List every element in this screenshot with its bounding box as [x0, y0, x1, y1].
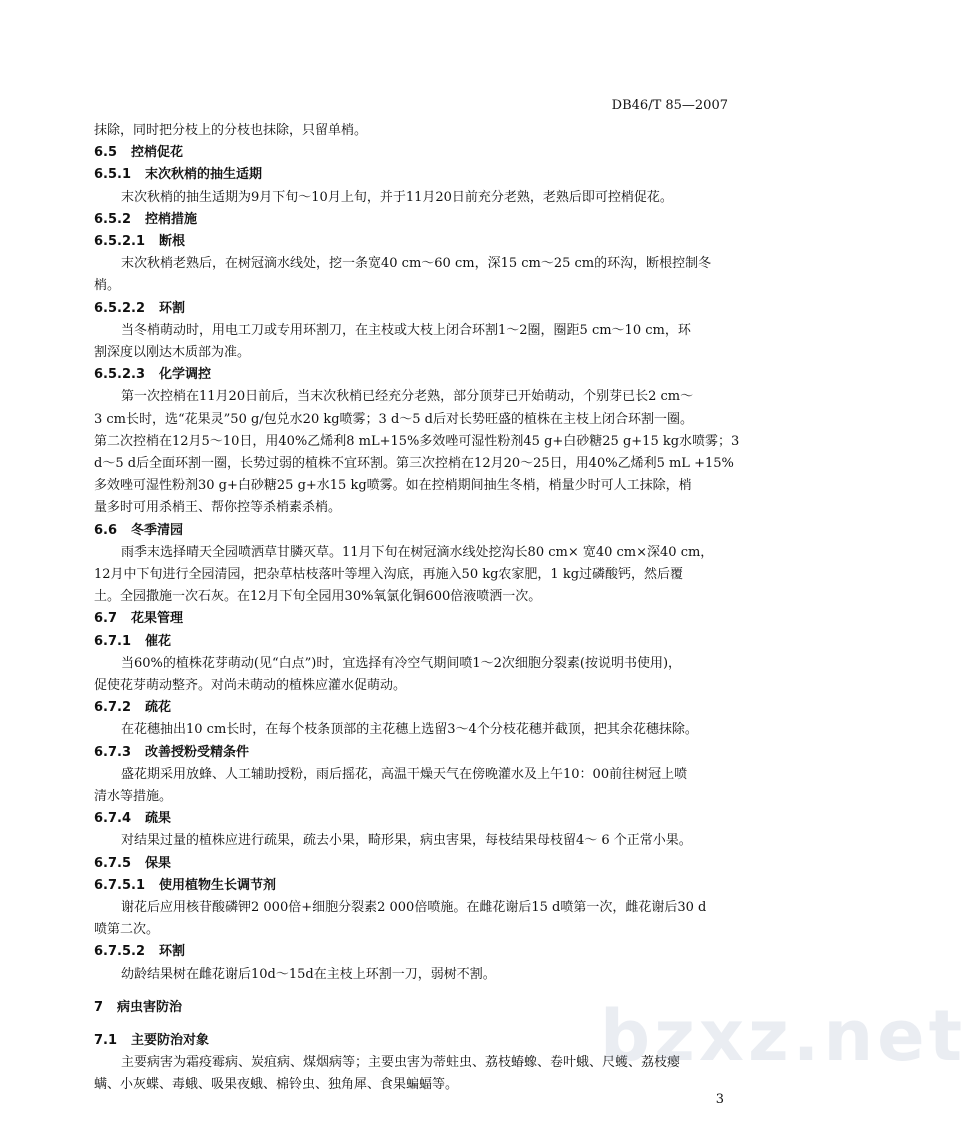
section-heading: [94, 519, 183, 538]
section-heading: [94, 1029, 209, 1048]
section-title: 疏果: [145, 811, 172, 827]
paragraph-line: 当冬梢萌动时，用电工刀或专用环割刀，在主枝或大枝上闭合环割1～2圈，圈距5 cm～10 cm，环: [121, 322, 691, 338]
paragraph-line: 12月中下旬进行全园清园，把杂草枯枝落叶等埋入沟底，再施入50 kg农家肥，1 kg过磷酸钙，然后覆: [94, 567, 684, 582]
paragraph-line: 多效唑可湿性粉剂30 g+白砂糖25 g+水15 kg喷雾。如在控梢期间抽生冬梢，梢量少时可人工抹除，梢: [94, 478, 692, 494]
paragraph-line: 喷第二次。: [94, 922, 160, 938]
section-number: 6.5: [94, 145, 118, 161]
section-title: 环割: [159, 944, 186, 960]
section-title: 疏花: [145, 700, 172, 716]
section-heading: [94, 996, 182, 1015]
section-title: 断根: [159, 234, 186, 249]
section-title: 使用植物生长调节剂: [159, 877, 277, 893]
section-heading: [94, 363, 211, 382]
section-heading: [94, 607, 183, 626]
section-title: 病虫害防治: [117, 999, 183, 1015]
section-number: 6.7.5.1: [94, 877, 145, 893]
standard-code: DB46/T 85—2007: [611, 98, 728, 113]
section-number: 6.5.1: [94, 167, 132, 183]
section-title: 保果: [145, 855, 172, 871]
section-number: 6.5.2.1: [94, 234, 145, 249]
paragraph-line: 谢花后应用核苷酸磷钾2 000倍+细胞分裂素2 000倍喷施。在雌花谢后15 d喷第一次，雌花谢后30 d: [121, 900, 707, 915]
section-number: 6.5.2.3: [94, 367, 145, 383]
section-number: 7: [94, 999, 104, 1015]
section-number: 7.1: [94, 1033, 118, 1048]
section-title: 环割: [159, 300, 186, 316]
paragraph-line: 盛花期采用放蜂、人工辅助授粉，雨后摇花，高温干燥天气在傍晚灌水及上午10：00前往树冠上喷: [121, 766, 688, 782]
section-heading: [94, 741, 249, 760]
paragraph-line: 梢。: [94, 278, 121, 294]
section-heading: [94, 940, 185, 959]
section-heading: [94, 874, 276, 893]
section-heading: [94, 630, 171, 649]
section-title: 催花: [145, 633, 172, 649]
section-title: 化学调控: [159, 367, 212, 383]
paragraph-line: 幼龄结果树在雌花谢后10d～15d在主枝上环割一刀，弱树不割。: [121, 966, 496, 982]
paragraph-line: 第二次控梢在12月5～10日，用40%乙烯利8 mL+15%多效唑可湿性粉剂45 g+白砂糖25 g+15 kg水喷雾；3: [94, 433, 740, 449]
paragraph-line: 抹除，同时把分枝上的分枝也抹除，只留单梢。: [94, 123, 368, 138]
paragraph-line: 当60%的植株花芽萌动(见“白点”)时，宜选择有冷空气期间喷1～2次细胞分裂素(按说明书使用)，: [121, 655, 682, 671]
section-title: 改善授粉受精条件: [145, 744, 250, 760]
section-number: 6.7.5.2: [94, 944, 145, 960]
section-number: 6.7.5: [94, 855, 132, 871]
section-heading: [94, 230, 185, 249]
section-title: 冬季清园: [131, 522, 184, 538]
section-number: 6.7: [94, 611, 118, 627]
section-heading: [94, 297, 185, 316]
section-title: 主要防治对象: [131, 1033, 210, 1048]
section-number: 6.7.2: [94, 700, 132, 716]
section-heading: [94, 852, 171, 871]
paragraph-line: 割深度以刚达木质部为准。: [94, 345, 251, 360]
section-number: 6.5.2.2: [94, 300, 145, 316]
paragraph-line: 对结果过量的植株应进行疏果，疏去小果，畸形果，病虫害果，每枝结果母枝留4～ 6 个正常小果。: [121, 833, 692, 849]
watermark: bzxz.net: [600, 995, 966, 1077]
paragraph-line: 末次秋梢老熟后，在树冠滴水线处，挖一条宽40 cm～60 cm，深15 cm～25 cm的环沟，断根控制冬: [121, 256, 712, 272]
paragraph-line: 第一次控梢在11月20日前后，当末次秋梢已经充分老熟，部分顶芽已开始萌动，个别芽已长2 cm～: [121, 389, 694, 405]
section-title: 花果管理: [131, 611, 184, 627]
section-heading: [94, 807, 171, 826]
paragraph-line: 促使花芽萌动整齐。对尚未萌动的植株应灌水促萌动。: [94, 678, 407, 693]
section-heading: [94, 141, 183, 160]
section-number: 6.7.3: [94, 744, 132, 760]
section-heading: [94, 163, 262, 182]
paragraph-line: 在花穗抽出10 cm长时，在每个枝条顶部的主花穗上选留3～4个分枝花穗并截顶，把其余花穗抹除。: [121, 722, 698, 738]
section-number: 6.7.1: [94, 633, 132, 649]
paragraph-line: 主要病害为霜疫霉病、炭疽病、煤烟病等；主要虫害为蒂蛀虫、荔枝蝽蟓、卷叶蛾、尺蠖、荔枝瘿: [121, 1055, 681, 1071]
section-title: 控梢促花: [131, 145, 184, 161]
paragraph-line: 清水等措施。: [94, 789, 173, 804]
section-number: 6.5.2: [94, 211, 132, 227]
paragraph-line: 3 cm长时，选“花果灵”50 g/包兑水20 kg喷雾；3 d～5 d后对长势旺盛的植株在主枝上闭合环割一圈。: [94, 411, 694, 427]
paragraph-line: 量多时可用杀梢王、帮你控等杀梢素杀梢。: [94, 500, 342, 516]
section-title: 末次秋梢的抽生适期: [145, 167, 263, 183]
section-heading: [94, 208, 197, 227]
paragraph-line: 螨、小灰蝶、毒蛾、吸果夜蛾、棉铃虫、独角犀、食果蝙蝠等。: [94, 1077, 459, 1093]
section-number: 6.7.4: [94, 811, 132, 827]
paragraph-line: 土。全园撒施一次石灰。在12月下旬全园用30%氧氯化铜600倍液喷洒一次。: [94, 589, 542, 605]
paragraph-line: 末次秋梢的抽生适期为9月下旬～10月上旬，并于11月20日前充分老熟，老熟后即可控梢促花。: [121, 189, 673, 205]
section-title: 控梢措施: [145, 211, 198, 227]
paragraph-line: d～5 d后全面环割一圈，长势过弱的植株不宜环割。第三次控梢在12月20～25日，用40%乙烯利5 mL +15%: [94, 456, 734, 471]
paragraph-line: 雨季末选择晴天全园喷洒草甘膦灭草。11月下旬在树冠滴水线处挖沟长80 cm× 宽40 cm×深40 cm，: [121, 544, 714, 560]
section-number: 6.6: [94, 522, 118, 538]
section-heading: [94, 696, 171, 715]
page-number: 3: [715, 1092, 724, 1107]
